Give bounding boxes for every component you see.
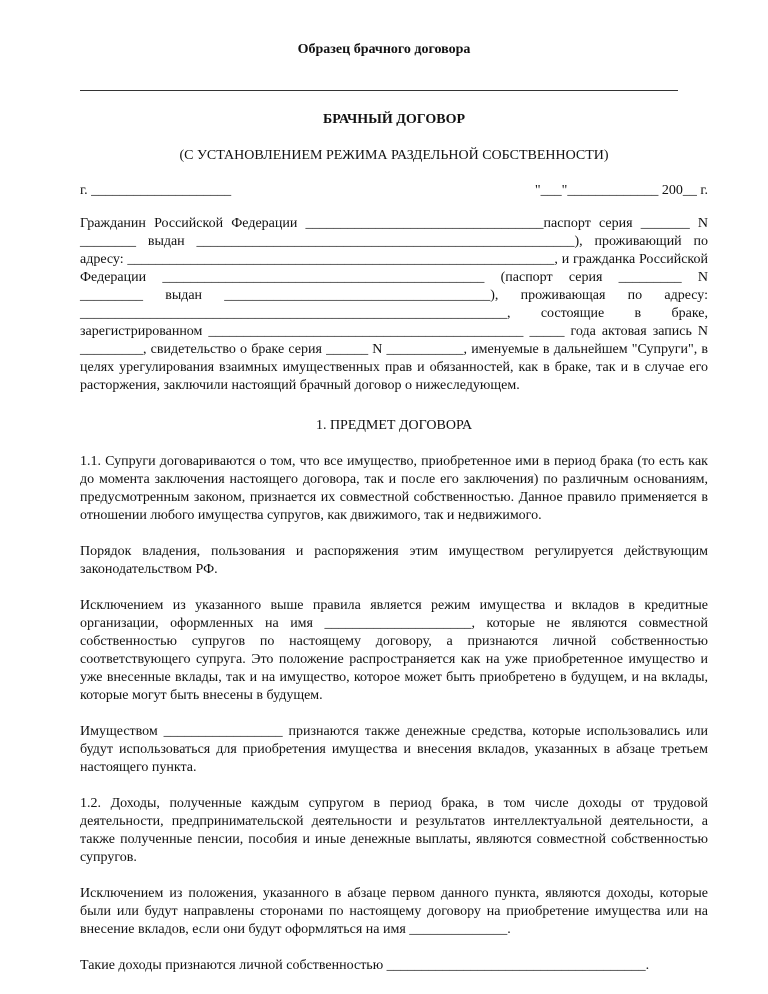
document-body (80, 105, 708, 975)
paragraph-1-2: 1.2. Доходы, полученные каждым супругом в период брака, в том числе доходы от трудовой деятельности, предпринимательской деятельности и результатов интеллектуальной деятельности, а также полученные пенсии, пособия и иные денежные выплаты, являются совместной собственностью супругов. (80, 796, 708, 865)
paragraph-order: Порядок владения, пользования и распоряжения этим имуществом регулируется действующим законодательством РФ. (80, 544, 708, 577)
date-line: "___"_____________ 200__ г. (534, 183, 708, 198)
section-1-title: 1. ПРЕДМЕТ ДОГОВОРА (315, 418, 473, 433)
paragraph-exception-2: Исключением из положения, указанного в абзаце первом данного пункта, являются доходы, которые были или будут направлены сторонами по настоящему договору на приобретение имущества или на внесение вкладов, если они будут оформляться на имя ______________. (80, 886, 708, 937)
paragraph-1-1: 1.1. Супруги договариваются о том, что все имущество, приобретенное ими в период брака (то есть как до момента заключения настоящего договора, так и после его заключения) по различным основаниям, предусмотренным законом, признается их совместной собственностью. Данное правило применяется в отношении любого имущества супругов, как движимого, так и недвижимого. (80, 454, 708, 523)
place-date-row (80, 182, 708, 200)
paragraph-property: Имуществом _________________ признаются также денежные средства, которые использовались или будут использоваться для приобретения имущества и внесения вкладов, указанных в абзаце третьем настоящего пункта. (80, 724, 708, 775)
document-subtitle: (С УСТАНОВЛЕНИЕМ РЕЖИМА РАЗДЕЛЬНОЙ СОБСТВЕННОСТИ) (179, 148, 609, 163)
city-line: г. ____________________ (80, 183, 232, 198)
paragraph-exception: Исключением из указанного выше правила является режим имущества и вкладов в кредитные организации, оформленных на имя _____________________, которые не являются совместной собственностью супругов по настоящему договору, а признаются личной собственностью соответствующего супруга. Это положение распространяется как на уже приобретенное имущество и уже внесенные вклады, так и на имущество, которое может быть приобретено в будущем, и на вклады, которые могут быть внесены в будущем. (80, 598, 708, 703)
intro-paragraph: Гражданин Российской Федерации __________________________________паспорт серия _______ N ________ выдан ______________________________________________________), проживающий по адресу: _____________________________________________________________, и гражданка Российской Федерации ______________________________________________ (паспорт серия _________ N _________ выдан ______________________________________), проживающая по адресу: _____________________________________________________________, состоящие в браке, зарегистрированном _____________________________________________ _____ года актовая запись N _________, свидетельство о браке серия ______ N ___________, именуемые в дальнейшем "Супруги", в целях урегулирования взаимных имущественных прав и обязанностей, как в браке, так и в случае его расторжения, заключили настоящий брачный договор о нижеследующем. (80, 216, 708, 393)
header-divider (80, 90, 678, 91)
paragraph-income: Такие доходы признаются личной собственностью _____________________________________. (80, 958, 650, 973)
page-header-title: Образец брачного договора (297, 42, 471, 57)
document-title: БРАЧНЫЙ ДОГОВОР (322, 112, 466, 127)
